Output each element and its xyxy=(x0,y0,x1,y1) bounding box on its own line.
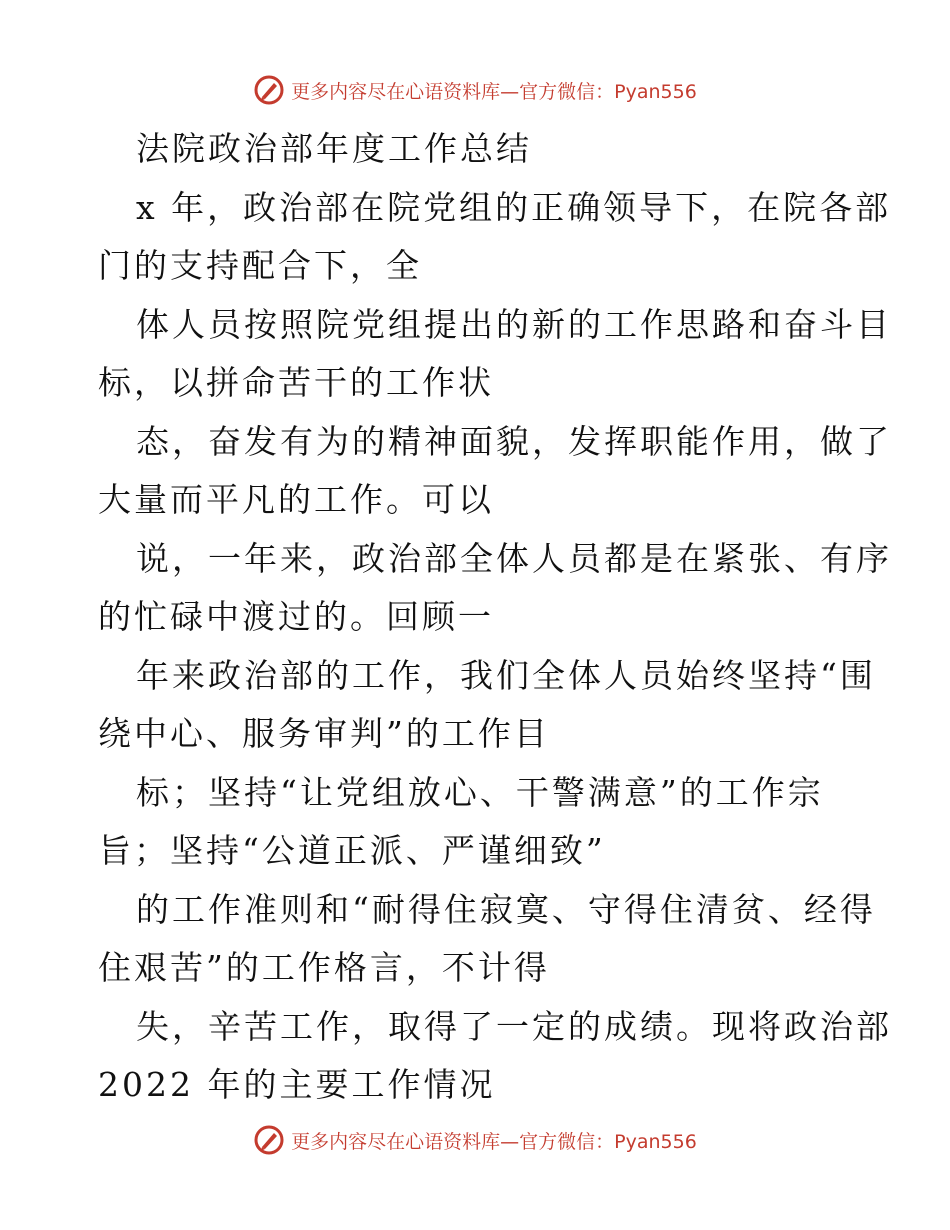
text-line: 失，辛苦工作，取得了一定的成绩。现将政治部 xyxy=(136,1006,892,1046)
text-line: 的忙碌中渡过的。回顾一 xyxy=(98,597,494,636)
document-title: 法院政治部年度工作总结 xyxy=(136,129,532,168)
document-body xyxy=(98,120,892,1115)
text-line: 态，奋发有为的精神面貌，发挥职能作用，做了 xyxy=(136,421,892,461)
watermark-text: 更多内容尽在心语资料库—官方微信：Pyan556 xyxy=(291,1130,697,1153)
text-line: 标，以拼命苦干的工作状 xyxy=(98,363,494,402)
text-line: 的工作准则和“耐得住寂寞、守得住清贫、经得 xyxy=(136,889,876,929)
text-line: 旨；坚持“公道正派、严谨细致” xyxy=(98,831,606,870)
watermark-footer xyxy=(0,1120,950,1160)
pen-logo-icon xyxy=(253,74,285,106)
text-line: 门的支持配合下，全 xyxy=(98,246,422,285)
watermark-header xyxy=(0,70,950,110)
pen-logo-icon xyxy=(253,1124,285,1156)
text-line: 年来政治部的工作，我们全体人员始终坚持“围 xyxy=(136,655,876,695)
text-line: 绕中心、服务审判”的工作目 xyxy=(98,714,550,753)
text-line: 大量而平凡的工作。可以 xyxy=(98,480,494,519)
text-line: x 年，政治部在院党组的正确领导下，在院各部 xyxy=(136,187,892,227)
watermark-text: 更多内容尽在心语资料库—官方微信：Pyan556 xyxy=(291,80,697,103)
text-line: 标；坚持“让党组放心、干警满意”的工作宗 xyxy=(136,772,824,812)
text-line: 体人员按照院党组提出的新的工作思路和奋斗目 xyxy=(136,304,892,344)
text-line: 住艰苦”的工作格言，不计得 xyxy=(98,948,550,987)
text-line: 2022 年的主要工作情况 xyxy=(98,1065,496,1104)
text-line: 说，一年来，政治部全体人员都是在紧张、有序 xyxy=(136,538,892,578)
